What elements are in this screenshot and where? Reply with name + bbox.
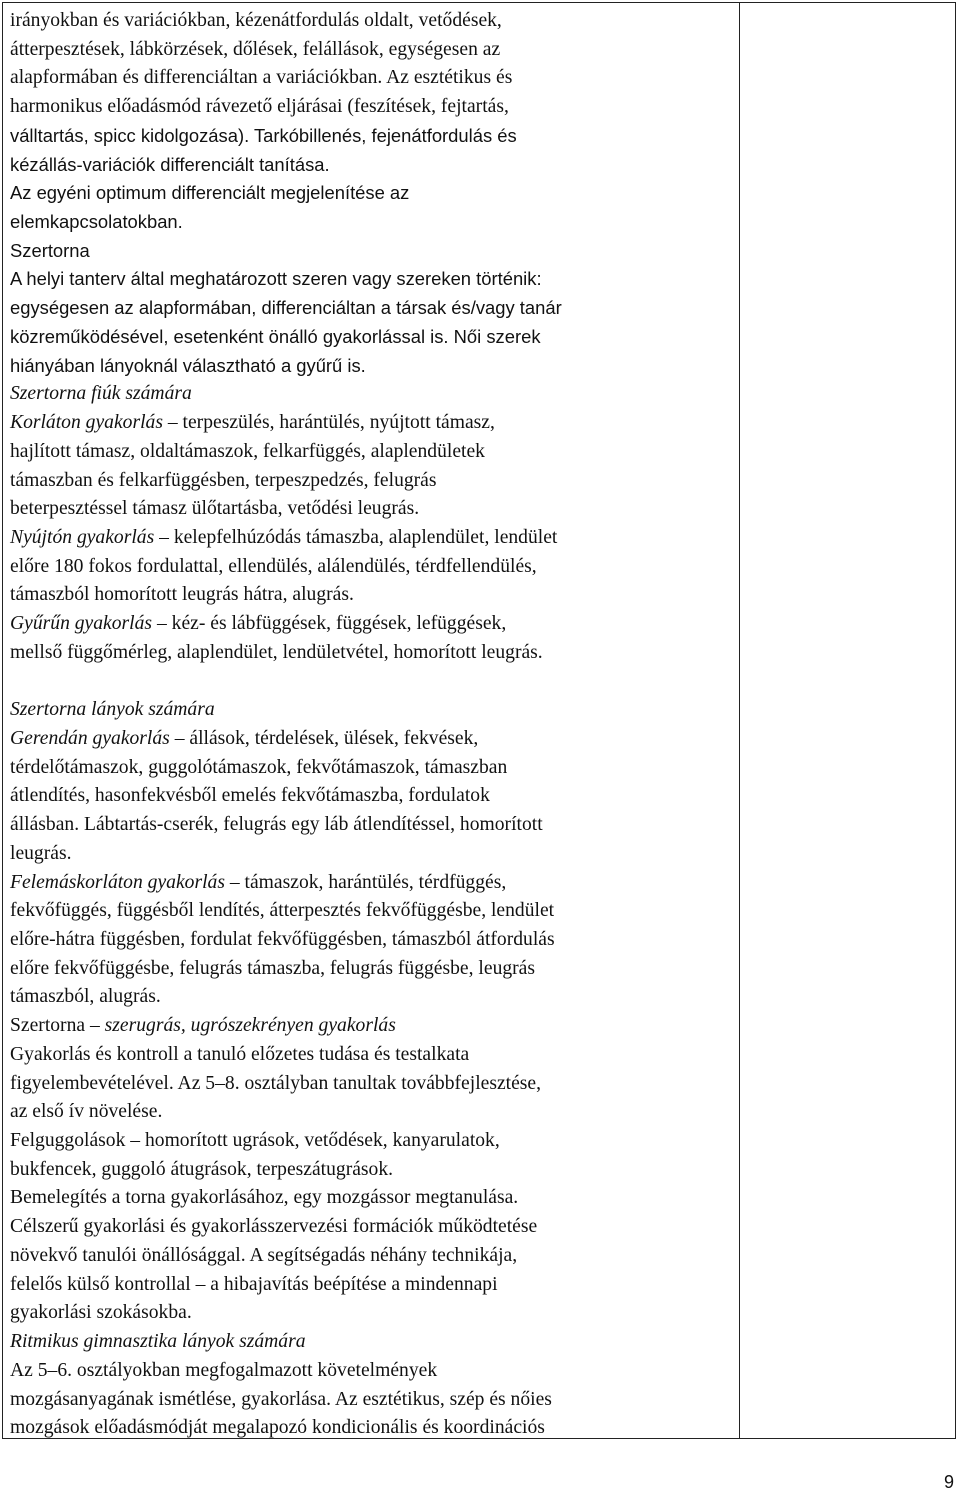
content-table xyxy=(2,2,956,1439)
line-text: támaszban és felkarfüggésben, terpeszpedzés, felugrás xyxy=(10,469,437,491)
text-line xyxy=(10,64,733,93)
line-text: támaszból, alugrás. xyxy=(10,986,161,1008)
line-text: térdelőtámaszok, guggolótámaszok, fekvőtámaszok, támaszban xyxy=(10,756,508,778)
line-text: átterpesztések, lábkörzések, dőlések, felállások, egységesen az xyxy=(10,38,501,60)
text-line xyxy=(10,352,733,381)
line-text: felelős külső kontrollal – a hibajavítás beépítése a mindennapi xyxy=(10,1273,498,1295)
text-line xyxy=(10,467,733,496)
text-line xyxy=(10,294,733,323)
line-text: kézállás-variációk differenciált tanítása. xyxy=(10,153,330,175)
text-line xyxy=(10,7,733,36)
italic-heading: Korláton gyakorlás xyxy=(10,412,163,434)
text-line xyxy=(10,1184,733,1213)
text-line xyxy=(10,553,733,582)
text-line xyxy=(10,1070,733,1099)
line-text: állásban. Lábtartás-cserék, felugrás egy láb átlendítéssel, homorított xyxy=(10,814,543,836)
line-text: irányokban és variációkban, kézenátfordulás oldalt, vetődések, xyxy=(10,10,502,31)
italic-heading: Ritmikus gimnasztika lányok számára xyxy=(10,1331,306,1353)
italic-heading: szerugrás, ugrószekrényen gyakorlás xyxy=(104,1015,396,1037)
text-line xyxy=(10,524,733,553)
text-line xyxy=(10,725,733,754)
line-text: előre 180 fokos fordulattal, ellendülés, alálendülés, térdfellendülés, xyxy=(10,555,537,577)
text-line xyxy=(10,1271,733,1300)
line-text: harmonikus előadásmód rávezető eljárásai (feszítések, fejtartás, xyxy=(10,96,509,118)
text-line xyxy=(10,1328,733,1357)
line-text: válltartás, spicc kidolgozása). Tarkóbillenés, fejenátfordulás és xyxy=(10,124,517,146)
line-text: az első ív növelése. xyxy=(10,1101,163,1123)
italic-heading: Felemáskorláton gyakorlás xyxy=(10,871,225,893)
line-text: mozgások előadásmódját megalapozó kondicionális és koordinációs xyxy=(10,1417,545,1438)
line-text: előre fekvőfüggésbe, felugrás támaszba, felugrás függésbe, leugrás xyxy=(10,957,536,979)
italic-heading: Szertorna lányok számára xyxy=(10,699,215,721)
italic-heading: Nyújtón gyakorlás xyxy=(10,526,155,548)
text-line xyxy=(10,1012,733,1041)
line-text: Gyakorlás és kontroll a tanuló előzetes tudása és testalkata xyxy=(10,1043,470,1065)
italic-heading: Gerendán gyakorlás xyxy=(10,727,170,749)
italic-heading: Gyűrűn gyakorlás xyxy=(10,613,153,635)
line-text: beterpesztéssel támasz ülőtartásba, vetődési leugrás. xyxy=(10,498,420,520)
line-text: növekvő tanulói önállósággal. A segítségadás néhány technikája, xyxy=(10,1244,518,1266)
line-text: Az egyéni optimum differenciált megjelenítése az xyxy=(10,182,410,204)
text-line xyxy=(10,323,733,352)
line-text: gyakorlási szokásokba. xyxy=(10,1302,192,1324)
line-text: mozgásanyagának ismétlése, gyakorlása. Az esztétikus, szép és nőies xyxy=(10,1388,552,1410)
text-line xyxy=(10,1213,733,1242)
text-line xyxy=(10,495,733,524)
line-text: Felguggolások – homorított ugrások, vetődések, kanyarulatok, xyxy=(10,1130,500,1152)
line-text: figyelembevételével. Az 5–8. osztályban tanultak továbbfejlesztése, xyxy=(10,1072,542,1094)
text-line xyxy=(10,208,733,237)
text-line xyxy=(10,840,733,869)
line-text: átlendítés, hasonfekvésből emelés fekvőtámaszba, fordulatok xyxy=(10,785,490,807)
text-line xyxy=(10,409,733,438)
text-line xyxy=(10,668,733,697)
text-line xyxy=(10,983,733,1012)
line-text: elemkapcsolatokban. xyxy=(10,211,183,233)
text-line xyxy=(10,438,733,467)
text-line xyxy=(10,782,733,811)
text-line xyxy=(10,610,733,639)
line-text: – kelepfelhúzódás támaszba, alaplendület, lendület xyxy=(154,526,558,548)
line-text: Szertorna xyxy=(10,239,90,261)
curriculum-text-cell xyxy=(3,3,740,1438)
text-line xyxy=(10,581,733,610)
line-text: egységesen az alapformában, differenciáltan a társak és/vagy tanár xyxy=(10,297,562,319)
text-line xyxy=(10,1386,733,1415)
text-line xyxy=(10,36,733,65)
line-text: Szertorna – xyxy=(10,1015,105,1037)
text-line xyxy=(10,1156,733,1185)
line-text: – terpeszülés, harántülés, nyújtott támasz, xyxy=(162,412,495,434)
line-text: – kéz- és lábfüggések, függések, lefüggések, xyxy=(152,613,507,635)
text-line xyxy=(10,1242,733,1271)
text-line xyxy=(10,926,733,955)
line-text: Bemelegítés a torna gyakorlásához, egy mozgássor megtanulása. xyxy=(10,1187,519,1209)
text-line xyxy=(10,1299,733,1328)
text-line xyxy=(10,179,733,208)
line-text: közreműködésével, esetenként önálló gyakorlással is. Női szerek xyxy=(10,325,541,347)
line-text: leugrás. xyxy=(10,842,72,864)
line-text: A helyi tanterv által meghatározott szeren vagy szereken történik: xyxy=(10,268,542,290)
line-text: fekvőfüggés, függésből lendítés, átterpesztés fekvőfüggésbe, lendület xyxy=(10,900,555,922)
text-line xyxy=(10,1357,733,1386)
italic-heading: Szertorna fiúk számára xyxy=(10,383,192,405)
text-line xyxy=(10,237,733,266)
line-text: – támaszok, harántülés, térdfüggés, xyxy=(224,871,507,893)
line-text: támaszból homorított leugrás hátra, alugrás. xyxy=(10,584,354,606)
text-line xyxy=(10,265,733,294)
text-line xyxy=(10,639,733,668)
text-line xyxy=(10,811,733,840)
text-line xyxy=(10,869,733,898)
page-number: 9 xyxy=(943,1472,954,1492)
text-line xyxy=(10,1041,733,1070)
line-text: alapformában és differenciáltan a variációkban. Az esztétikus és xyxy=(10,67,513,89)
text-line xyxy=(10,897,733,926)
line-text: hajlított támasz, oldaltámaszok, felkarfüggés, alaplendületek xyxy=(10,440,485,462)
line-text: hiányában lányoknál választható a gyűrű is. xyxy=(10,354,366,376)
line-text: Az 5–6. osztályokban megfogalmazott követelmények xyxy=(10,1359,438,1381)
line-text: Célszerű gyakorlási és gyakorlásszervezési formációk működtetése xyxy=(10,1216,538,1238)
text-line xyxy=(10,754,733,783)
line-text: – állások, térdelések, ülések, fekvések, xyxy=(169,727,479,749)
line-text: mellső függőmérleg, alaplendület, lendületvétel, homorított leugrás. xyxy=(10,641,543,663)
text-line xyxy=(10,1098,733,1127)
text-line xyxy=(10,1127,733,1156)
text-line xyxy=(10,93,733,122)
text-line xyxy=(10,122,733,151)
text-line xyxy=(10,955,733,984)
text-line xyxy=(10,380,733,409)
text-line xyxy=(10,696,733,725)
text-line xyxy=(10,151,733,180)
line-text: előre-hátra függésben, fordulat fekvőfüggésben, támaszból átfordulás xyxy=(10,929,555,950)
empty-side-cell xyxy=(740,3,955,1438)
line-text: bukfencek, guggoló átugrások, terpeszátugrások. xyxy=(10,1158,394,1180)
text-line xyxy=(10,1414,733,1438)
